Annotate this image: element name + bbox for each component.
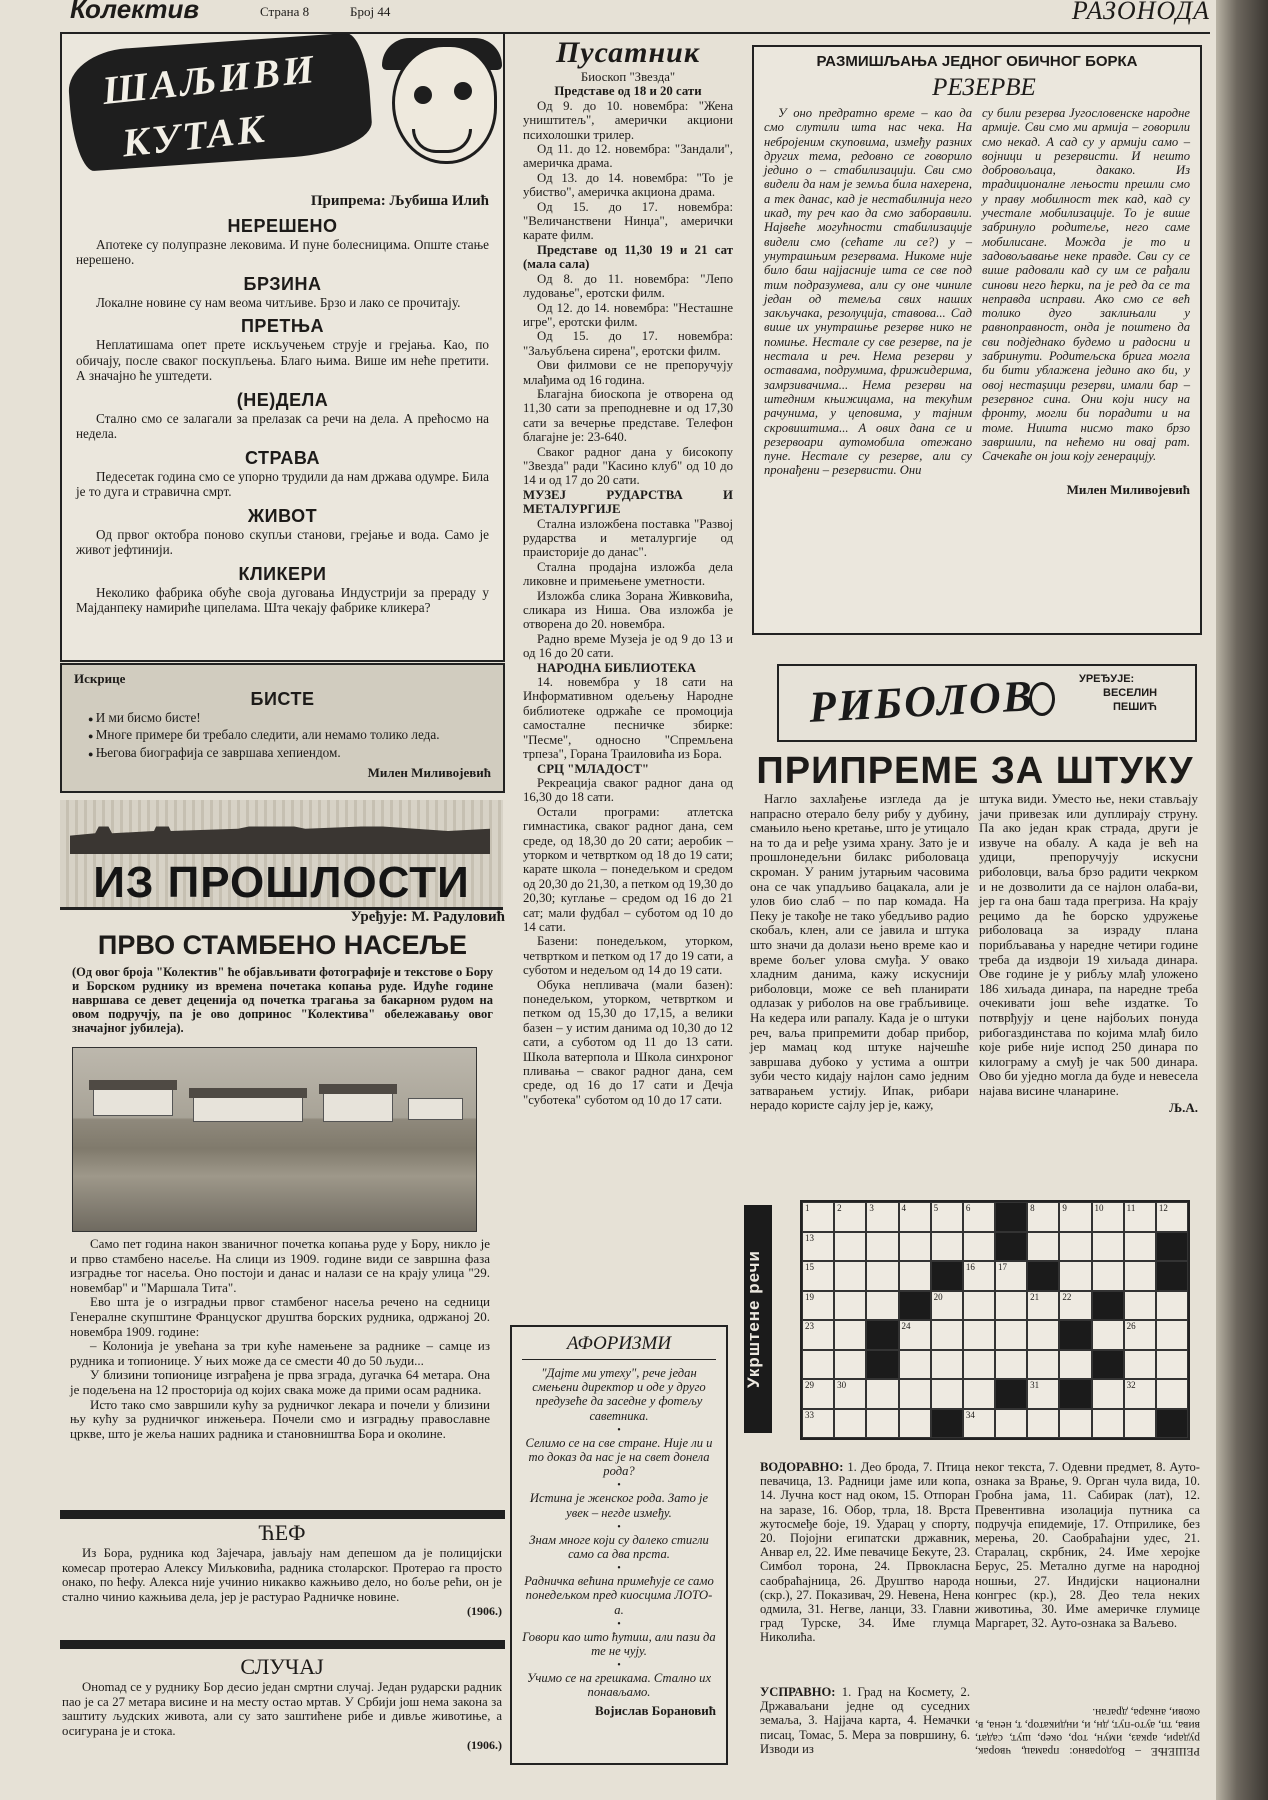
crossword-cell[interactable]	[866, 1232, 898, 1262]
bor-paragraph: – Колонија је увећана за три куће намењене за раднике – самце из рудника и топионице. У њих може да се смести 40 до 50 људи...	[70, 1338, 490, 1368]
film-listing: Од 8. до 11. новембра: "Лепо лудовање", еротски филм.	[523, 271, 733, 301]
crossword-cell[interactable]	[1156, 1291, 1188, 1321]
films-note: Благајна биоскопа је отворена од 11,30 сати за преподневне и од 17,30 сати за вечерње представе. Телефон благајне је: 23-640.	[523, 386, 733, 445]
crossword-cell[interactable]	[802, 1232, 834, 1262]
crossword-cell[interactable]	[1124, 1291, 1156, 1321]
crossword-cell[interactable]	[866, 1409, 898, 1439]
issue-number: Број 44	[350, 4, 391, 19]
photo-building	[408, 1098, 463, 1120]
bor-paragraph: Само пет година након званичног почетка копања руде у Бору, никло је и прво стамбено насеље. На слици из 1909. године види се завршна фаза изградње тог насеља. Оно постоји и данас и налази се на крају улица "29. новембар" и "Маршала Тита".	[70, 1236, 490, 1295]
crossword-solution	[975, 1705, 1200, 1795]
library-text: 14. новембра у 18 сати на Информативном одељењу Народне библиотеке одржаће се промоција самосталне песничке збирке: "Песме", односно "Спремљена трпеза", Горана Траиловића из Бора.	[523, 675, 733, 762]
crossword-cell[interactable]	[899, 1350, 931, 1380]
crossword-cell[interactable]	[1092, 1409, 1124, 1439]
crossword-cell[interactable]	[963, 1202, 995, 1232]
separator-dot-icon: •	[617, 1521, 621, 1533]
crossword-cell[interactable]	[963, 1232, 995, 1262]
crossword-cell[interactable]	[995, 1320, 1027, 1350]
crossword-cell[interactable]	[963, 1350, 995, 1380]
aforizam: Селимо се на све стране. Није ли и то доказ да нас је на свет донела рода?	[525, 1435, 713, 1479]
cef-text: Из Бора, рудника код Зајечара, јављају нам депешом да је полицијски комесар протерао Алексу Миљковића, радника столарског. Протерао га просто онако, по ћефу. Алекса није учинио никакво кажњиво дело, но боље рећи, он је стално чинио кажњива дела, јер је растурао Радничке новине.	[62, 1546, 502, 1604]
aforizmi-author: Војислав Борановић	[594, 1702, 716, 1718]
separator-dot-icon: •	[617, 1618, 621, 1630]
ribolov-headline: ПРИПРЕМЕ ЗА ШТУКУ	[756, 750, 1194, 792]
masthead-logo: Колектив	[70, 0, 200, 24]
crossword-cell-number: 13	[805, 1232, 814, 1243]
aforizmi-list	[522, 1366, 716, 1700]
films-note: Сваког радног дана у бисокопу "Звезда" ради "Касино клуб" од 10 до 14 и од 17 до 20 сати.	[523, 444, 733, 488]
crossword-cell-number: 21	[1030, 1291, 1040, 1302]
page-number: Страна 8	[260, 4, 310, 19]
crossword-cell-number: 19	[805, 1291, 814, 1302]
crossword-cell-number: 24	[901, 1321, 911, 1331]
photo-roof	[89, 1080, 177, 1090]
crossword-cell[interactable]	[995, 1409, 1027, 1439]
iskrice-box	[60, 663, 505, 793]
iskrice-bullet-text: Његова биографија се завршава хепиендом.	[95, 744, 341, 760]
cef-title: ЋЕФ	[258, 1520, 306, 1545]
crossword-cell[interactable]	[1124, 1202, 1156, 1232]
sali-kutak-content	[76, 194, 489, 616]
crossword-cell[interactable]	[802, 1291, 834, 1321]
crossword-down	[760, 1685, 970, 1756]
crossword-cell[interactable]	[834, 1202, 866, 1232]
crossword-cell[interactable]	[995, 1350, 1027, 1380]
sali-item-text: Апотеке су полупразне лековима. И пуне болесницима. Опште стање нерешено.	[76, 236, 489, 267]
show-times: Представе од 18 и 20 сати	[554, 84, 702, 99]
photo-building	[323, 1092, 393, 1122]
museum-item: Радно време Музеја је од 9 до 13 и од 16 до 20 сати.	[523, 631, 733, 661]
bullet-icon: ●	[88, 748, 96, 759]
films-note: Ови филмови се не препоручују млађима од 16 година.	[523, 358, 733, 387]
iskrice-bullet	[88, 727, 491, 745]
separator-dot-icon: •	[617, 1563, 621, 1575]
crossword-cell[interactable]	[834, 1261, 866, 1291]
crossword-cell[interactable]	[1059, 1350, 1091, 1380]
aforizam: Учимо се на грешкама. Стално их понављамо.	[526, 1671, 712, 1700]
crossword-cell-number: 3	[869, 1203, 874, 1213]
ribolov-col2	[979, 792, 1198, 1116]
bor-paragraph: Исто тако смо завршили кућу за рудничког лекара и почели у близини њу кућу за рудничког инжењера. Почели смо и изградњу православне цркве, што је жеља наших радника и становништва Бора и околине.	[70, 1396, 490, 1441]
crossword-side-label: Укрштене речи	[744, 1205, 772, 1433]
crossword-cell-number: 17	[998, 1262, 1007, 1272]
crossword-cell[interactable]	[834, 1232, 866, 1262]
crossword-cell[interactable]	[963, 1261, 995, 1291]
crossword-cell[interactable]	[931, 1379, 963, 1409]
crossword-cell[interactable]	[802, 1350, 834, 1380]
aforizam: Знам многе који су далеко стигли само са два прста.	[529, 1532, 709, 1562]
sali-item-title: НЕРЕШЕНО	[227, 215, 338, 236]
section-divider	[60, 1640, 505, 1649]
sali-kutak-items	[76, 216, 489, 616]
crossword-cell-number: 1	[805, 1203, 810, 1213]
sali-item-text: Педесетак година смо се упорно трудили да нам држава одумре. Била је то дуга и стравична смрт.	[76, 468, 489, 499]
sali-item-title: КЛИКЕРИ	[238, 563, 327, 584]
aforizam: Радничка већина примећује се само понедељком пред киосцима ЛОТО-а.	[524, 1574, 714, 1617]
bor-paragraph: У близини топионице изграђена је прва зграда, дугачка 64 метара. Она је подељена на 12 просторија од којих свака може да прими осам радника.	[70, 1367, 490, 1397]
crossword-cell[interactable]	[931, 1202, 963, 1232]
bor-history-banner	[60, 800, 503, 910]
crossword-cell[interactable]	[866, 1291, 898, 1321]
sali-item-text: Неплатишама опет прете искључењем струје и грејања. Као, по обичају, после сваког поскупљења. Благо њима. Више им неће претити. А значајно ће уштедети.	[76, 337, 489, 383]
cinema-name: Биоскоп "Звезда"	[580, 70, 676, 84]
cartoon-eye-icon	[414, 86, 432, 104]
crossword-cell[interactable]	[1156, 1379, 1188, 1409]
crossword-black-cell	[1027, 1261, 1059, 1291]
src-item: Рекреација сваког радног дана од 16,30 до 18 сати.	[523, 775, 733, 805]
bor-editor: Уређује: М. Радуловић	[350, 909, 505, 925]
ribolov-col1: Нагло захлађење изгледа да је напрасно отерало белу рибу у дубину, смањило њено кретање, што је утицало на то да и ређе узима храну. Зато је и прошлонедељни билакс риболоваца скроман. У раним јутарњим часовима она се чак упадљиво бацакала, али је улов био слаб – по пар комада. На Пеку је такође не тако убедљиво радио скобаљ, клен, али се јавила и штука што значи да долази њено време као и време бољег улова смуђа. У овако хладним данима, кажу искуснији риболовци, може се већ планирати одлазак у риболов на ове грабљивице. На кедера или рапалу. Када је о штуки реч, ваља припремити добар прибор, јер мамац код штуке најчешће завршава дубоко у устима а оштри зуби често кидају најлон само једним затварањем устију. Ипак, рибари нерадо користе сајлу јер је, кажу,	[750, 791, 969, 1113]
crossword-cell[interactable]	[1156, 1320, 1188, 1350]
crossword-cell[interactable]	[1027, 1350, 1059, 1380]
crossword-cell-number: 8	[1030, 1203, 1035, 1213]
crossword-cell[interactable]	[995, 1291, 1027, 1321]
iskrice-bullet	[88, 710, 491, 728]
crossword-cell[interactable]	[1092, 1232, 1124, 1262]
film-listing: Од 15. до 17. новембра: "Величанствени Нинџа", амерички карате филм.	[523, 199, 733, 243]
ribolov-columns	[750, 792, 1198, 1116]
iskrice-label: Искрице	[74, 671, 126, 686]
crossword-cell[interactable]	[802, 1379, 834, 1409]
crossword-continued-clues: неког текста, 7. Одевни предмет, 8. Ауто-ознака за Врање, 9. Орган чула вида, 10. Гробна јама, 11. Сабирак (лат), 12. Превентивна изолација путника са подручја епидемије, 17. Отприлике, без мерења, 20. Саобраћајни удес, 21. Старалац, скрбник, 24. Име херојке Берус, 25. Метално дугме на народној ношњи, 27. Индијски национални конгрес (кр.), 28. Део тела неких животиња, 30. Име америчке глумице Маргарет, 32. Ауто-ознака за Ваљево.	[975, 1460, 1200, 1631]
sali-item-text: Локалне новине су нам веома читљиве. Брзо и лако се прочитају.	[96, 294, 461, 310]
crossword-cell[interactable]	[899, 1202, 931, 1232]
crossword-black-cell	[1092, 1291, 1124, 1321]
crossword-cell[interactable]	[802, 1202, 834, 1232]
crossword-cell[interactable]	[1124, 1350, 1156, 1380]
crossword-cell[interactable]	[1027, 1291, 1059, 1321]
crossword-down-label: УСПРАВНО:	[760, 1685, 836, 1699]
crossword-cell-number: 26	[1126, 1321, 1136, 1331]
mine-silhouette-icon	[70, 808, 490, 854]
crossword-cell[interactable]	[834, 1379, 866, 1409]
crossword-cell-number: 31	[1030, 1380, 1040, 1390]
library-title: НАРОДНА БИБЛИОТЕКА	[537, 660, 697, 675]
fish-icon	[1029, 682, 1055, 716]
crossword-cell-number: 10	[1094, 1203, 1104, 1213]
aforizmi-title: АФОРИЗМИ	[522, 1333, 716, 1360]
crossword-cell[interactable]	[963, 1291, 995, 1321]
museum-item: Стална продајна изложба дела ликовне и примењене уметности.	[523, 559, 733, 589]
bor-history-title: ИЗ ПРОШЛОСТИ	[93, 858, 470, 907]
pusatnik-title: Пусатник	[555, 36, 701, 69]
rezerve-author: Милен Миливојевић	[1066, 481, 1190, 497]
crossword-cell-number: 29	[805, 1380, 814, 1390]
crossword-solution-text: РЕШЕЊЕ – Водоравно: прамац, чворак, рудари, арказ, имун, тор, окер, шут, садат, вива, тп, ауто-пут, дн, и, индикатор, т, нена, в, окови, анкара, драган.	[975, 1706, 1200, 1757]
sali-item-text: Неколико фабрика обуће своја дуговања Индустрији за прераду у Мајданпеку намириће ципелама. Шта чекају фабрике кликера?	[76, 584, 489, 615]
crossword-cell[interactable]	[1059, 1202, 1091, 1232]
crossword-cell-number: 4	[901, 1203, 906, 1213]
crossword-black-cell	[899, 1291, 931, 1321]
crossword-cell[interactable]	[899, 1379, 931, 1409]
crossword-cell-number: 6	[965, 1203, 971, 1213]
crossword-cell[interactable]	[802, 1261, 834, 1291]
crossword-cell[interactable]	[1156, 1202, 1188, 1232]
bullet-icon: ●	[88, 713, 96, 724]
crossword-cell-number: 5	[933, 1203, 939, 1213]
banner-title-line2: КУТАК	[120, 105, 270, 166]
crossword-black-cell	[931, 1261, 963, 1291]
crossword-cell-number: 11	[1126, 1203, 1136, 1213]
src-item: Остали програми: атлетска гимнастика, сваког радног дана, сем среде, од 18,30 до 20 сати; аеробик – уторком и четвртком од 18 до 19 сати; карате школа – понедељком и средом од 20,30 до 21,30, а петком од 19,30 до 20,30; куглање – средом од 16 до 21 сат; мали фудбал – суботом од 10 до 14 сати.	[523, 804, 733, 934]
crossword-cell[interactable]	[866, 1379, 898, 1409]
slucaj-text: Онomaд се у руднику Бор десио један смртни случај. Један рударски радник пао је са 27 метара висине и на месту остао мртав. У Србији још нема закона за заштиту људских живота, али су зато заштићене рибе и дивље животиње, а осигурана је и стока.	[62, 1680, 502, 1738]
crossword-cell[interactable]	[1059, 1261, 1091, 1291]
sali-kutak-byline: Припрема: Љубиша Илић	[310, 193, 489, 209]
photo-roof	[189, 1088, 307, 1098]
photo-building	[93, 1088, 173, 1116]
films-list-1	[523, 99, 733, 243]
crossword-cell[interactable]	[1027, 1232, 1059, 1262]
crossword-down-clues: 1. Град на Космету, 2. Државаљани једне од суседних земаља, 3. Најјача карта, 4. Немачки писац, Томас, 5. Мера за површину, 6. Изводи из	[760, 1685, 970, 1756]
crossword-cell[interactable]	[899, 1232, 931, 1262]
film-listing: Од 9. до 10. новембра: "Жена уништитељ", амерички акциони психолошки трилер.	[523, 98, 733, 142]
crossword-cell[interactable]	[963, 1379, 995, 1409]
crossword-cell[interactable]	[995, 1261, 1027, 1291]
films-list-2	[523, 272, 733, 358]
crossword-cell[interactable]	[1092, 1261, 1124, 1291]
crossword-cell[interactable]	[899, 1409, 931, 1439]
crossword-cell[interactable]	[802, 1320, 834, 1350]
iskrice-author: Милен Миливојевић	[367, 765, 491, 780]
crossword-cell[interactable]	[834, 1291, 866, 1321]
crossword-cell[interactable]	[1059, 1232, 1091, 1262]
src-item: Базени: понедељком, уторком, четвртком и петком од 17 до 19 сати, а суботом и недељом од 14 до 19 сати.	[523, 934, 733, 978]
crossword-cell-number: 34	[965, 1409, 975, 1420]
bor-headline: ПРВО СТАМБЕНО НАСЕЉЕ	[97, 929, 468, 960]
crossword-across-clues: 1. Део брода, 7. Птица певачица, 13. Радници јаме или копа, 14. Лучна кост над оком, 15. Отпоран на заразе, 16. Обор, трла, 18. Врста жутосмеђе боје, 19. Ударац у спорту, 20. Појојни египатски државник, Анвар ел, 22. Име певачице Бекуте, 23. Симбол торона, 24. Првокласна саобраћајница, 26. Друштво народа (скр.), 27. Показивач, 29. Невена, Нена одмила, 31. Негве, ланци, 33. Главни град Турске, 34. Име глумца Николића.	[760, 1460, 970, 1645]
ribolov-editor	[1079, 672, 1157, 714]
section-name: РАЗОНОДА	[1071, 0, 1210, 25]
crossword-cell[interactable]	[963, 1320, 995, 1350]
crossword-cell[interactable]	[802, 1409, 834, 1439]
crossword-cell-number: 2	[837, 1203, 842, 1213]
bullet-icon: ●	[88, 731, 96, 741]
crossword-cell-number: 15	[805, 1262, 814, 1272]
crossword-cell[interactable]	[834, 1350, 866, 1380]
crossword-black-cell	[866, 1350, 898, 1380]
crossword-across	[760, 1460, 970, 1645]
ribolov-editor-name2: ПЕШИЋ	[1113, 701, 1157, 713]
iskrice-title: БИСТЕ	[250, 688, 315, 709]
crossword-cell[interactable]	[866, 1202, 898, 1232]
museum-item: Стална изложбена поставка "Развој рударства и металургије од праисторије до данас".	[523, 516, 733, 560]
iskrice-bullets	[88, 710, 491, 763]
src-title: СРЦ "МЛАДОСТ"	[537, 761, 649, 776]
ribolov-editor-name1: ВЕСЕЛИН	[1103, 687, 1158, 699]
slucaj-title: СЛУЧАЈ	[240, 1654, 324, 1679]
crossword-black-cell	[931, 1409, 963, 1439]
crossword-cell[interactable]	[1124, 1409, 1156, 1439]
crossword-black-cell	[1156, 1261, 1188, 1291]
crossword-cell[interactable]	[1124, 1379, 1156, 1409]
late-show-times: Представе од 11,30 19 и 21 сат (мала сала)	[523, 242, 733, 272]
film-listing: Од 12. до 14. новембра: "Несташне игре", еротски филм.	[523, 300, 733, 329]
cartoon-eye-icon	[454, 82, 472, 100]
ribolov-col2-text: штука види. Уместо ње, неки стављају јачи привезак или дуплирају струну. Па ако један крак страда, други је извуче на обалу. А када је већ на удици, препоручују искусни риболовци, ваља брзо радити чекрком и не дозволити да се најлон олаба-ви, јер га она баш тада прегриза. На крају рецимо да ће борско удружење риболоваца за израду плана порибљавања у наредне четири године треба да издвоји 19 хиљада динара. Ове године је у рибљу млађ уложено 186 хиљада динара, па наредне треба очекивати још веће издатке. То потврђују и цене наjбољих понуда рибогаздинстава по којима млађ било које рибе није испод 250 динара по килограму а смуђ је чак 500 динара. Ово би уједно могла да буде и невесела најава висине чланарине.	[979, 791, 1198, 1098]
sali-item-title: СТРАВА	[244, 447, 321, 468]
crossword-across-label: ВОДОРАВНО:	[760, 1460, 844, 1474]
rezerve-box	[752, 45, 1202, 635]
crossword-cell-number: 16	[965, 1262, 975, 1272]
banner-title-line1: ШАЉИВИ	[100, 45, 319, 114]
pusatnik-column	[523, 36, 733, 1107]
crossword-cell[interactable]	[899, 1320, 931, 1350]
crossword-cell[interactable]	[1124, 1232, 1156, 1262]
sali-item-title: БРЗИНА	[243, 273, 322, 294]
iskrice-bullet-text: Многе примере би требало следити, али немамо толико леда.	[95, 727, 440, 742]
crossword-cell[interactable]	[931, 1320, 963, 1350]
crossword-cell[interactable]	[1027, 1379, 1059, 1409]
film-listing: Од 13. до 14. новембра: "То је убиство", америчка акциона драма.	[523, 170, 733, 200]
sali-kutak-banner	[62, 34, 507, 174]
crossword-cell[interactable]	[1092, 1320, 1124, 1350]
crossword-cell-number: 9	[1062, 1203, 1067, 1213]
rezerve-col1: У оно предратно време – као да смо слутили шта нас чека. На небројеним скуповима, између разних других тема, редовно се говорило једино о – стабилизацији. Сви смо видели да нам је земља била нахерена, а тек данас, кад је нестабилнија него икад, ту реч као да смо заборавили. Највеће могућности стабилизације видели смо (сећате ли се?) у – унутрашњим резервама. Никоме није било баш најјасније шта се све под тим подразумева, али су оне чиниле један од темеља свих наших закључака, резолуција, ставова... Сад више их унутрашње резерве нико не помиње. Нестале су све резерве, па је нестала и реч. Нема резерви у оставама, подрумима, фрижидерима, замрзивачима... Нема резерви на штедним књижицама, на текућим рачунима, у цеповима, у тајним скровиштима... А ових дана се и резервоари аутомобила отежано пуне. Нестале су резерве, али су пронађени – резервисти. Они	[764, 106, 972, 478]
crossword-cell-number: 33	[805, 1409, 814, 1420]
crossword-black-cell	[1156, 1232, 1188, 1262]
film-listing: Од 11. до 12. новембра: "Зандали", америчка драма.	[523, 142, 733, 171]
film-listing: Од 15. до 17. новембра: "Заљубљена сирена", еротски филм.	[523, 329, 733, 358]
crossword-cell[interactable]	[866, 1261, 898, 1291]
rezerve-col2: су били резерва Југословенске народне армије. Сви смо ми армија – говорили смо некад. А сад су у армији само – војници и резервисти. И нешто добровољаца, дакако. Из традиционалне лењости прешли смо у праву мобилност тек кад, кад су учестале мобилизације. То је више забринуло родитеље, него саме мобилисане. Можда је то и задовољавање неке правде. Сви су се више радовали кад су им се рађали синови него ћерки, па је ред да се та неправда исправи. Ако смо се већ толико дуго заклињали у равноправност, онда је поштено да сви подједнако будемо и радосни и забринути. Родитељска брига могла би бити ублажена једино ако би, у овој нестașици резерви, имали бар – резервног сина. Они који нису на фронту, могли би порадити и на томе. Ништа нисмо тако брзо завршили, па нећемо ни овај рат. Сачекаће он још коју генерацију.	[982, 106, 1190, 464]
photo-roof	[319, 1084, 397, 1094]
pusatnik-body	[523, 70, 733, 1107]
page-header	[60, 0, 1210, 34]
cef-year: (1906.)	[467, 1604, 502, 1618]
crossword-cell[interactable]	[899, 1261, 931, 1291]
crossword-cell[interactable]	[1124, 1261, 1156, 1291]
aforizam: Истина је женског рода. Зато је увек – негде између.	[529, 1491, 709, 1520]
crossword-cell[interactable]	[931, 1232, 963, 1262]
crossword-black-cell	[1059, 1320, 1091, 1350]
crossword-grid[interactable]	[800, 1200, 1190, 1440]
rezerve-title: РЕЗЕРВЕ	[932, 74, 1036, 101]
bor-paragraph: Ево шта је о изградњи првог стамбеног насеља речено на седници Генералне скупштине Француског друштва борских рудника, одржаној 20. новембра 1909. године:	[70, 1294, 490, 1339]
museum-item: Изложба слика Зорана Живковића, сликара из Ниша. Ова изложба је отворена до 20. новембра.	[523, 588, 733, 632]
museum-title: МУЗЕЈ РУДАРСТВА И МЕТАЛУРГИЈЕ	[523, 487, 733, 517]
first-settlement-photo	[72, 1047, 477, 1232]
cef-article	[62, 1520, 502, 1620]
crossword-cell[interactable]	[1027, 1409, 1059, 1439]
crossword-cell[interactable]	[834, 1320, 866, 1350]
crossword-black-cell	[995, 1379, 1027, 1409]
crossword-black-cell	[995, 1202, 1027, 1232]
ribolov-title: РИБОЛОВ	[807, 671, 1036, 732]
crossword-black-cell	[1059, 1379, 1091, 1409]
crossword-cell[interactable]	[931, 1291, 963, 1321]
crossword-cell-number: 32	[1126, 1380, 1136, 1390]
crossword-cell[interactable]	[1059, 1291, 1091, 1321]
crossword-cell[interactable]	[1059, 1409, 1091, 1439]
bor-article-body	[70, 1237, 490, 1441]
aforizam: "Дајте ми утеху", рече један смењени директор и оде у друго предузеће да заседне у фотељу саветника.	[532, 1366, 706, 1423]
rezerve-kicker: РАЗМИШЉАЊА ЈЕДНОГ ОБИЧНОГ БОРКА	[816, 53, 1138, 70]
separator-dot-icon: •	[617, 1660, 621, 1672]
crossword-cell[interactable]	[834, 1409, 866, 1439]
aforizmi-box	[510, 1325, 728, 1765]
crossword-cell[interactable]	[1124, 1320, 1156, 1350]
slucaj-year: (1906.)	[467, 1738, 502, 1752]
crossword-cell-number: 22	[1062, 1291, 1072, 1302]
crossword-cell[interactable]	[1027, 1320, 1059, 1350]
crossword-cell[interactable]	[963, 1409, 995, 1439]
ribolov-editor-label: УРЕЂУЈЕ:	[1079, 673, 1135, 685]
photo-building	[193, 1096, 303, 1122]
crossword-cell[interactable]	[931, 1350, 963, 1380]
iskrice-bullet	[88, 745, 491, 763]
crossword-cell-number: 20	[933, 1291, 943, 1302]
sali-kutak-box	[60, 32, 505, 662]
crossword-cell[interactable]	[1092, 1379, 1124, 1409]
sali-item-text: Од првог октобра поново скупљи станови, грејање и вода. Само је живот јефтинији.	[76, 526, 489, 557]
sali-item-title: ЖИВОТ	[247, 505, 318, 526]
rezerve-columns	[764, 106, 1190, 478]
crossword-black-cell	[866, 1320, 898, 1350]
sali-item-text: Стално смо се залагали за прелазак са речи на дела. А прећосмо на недела.	[76, 410, 489, 441]
crossword-cell[interactable]	[1027, 1202, 1059, 1232]
sali-item-title: ПРЕТЊА	[240, 316, 325, 336]
ribolov-banner	[777, 664, 1197, 742]
crossword-cell-number: 30	[837, 1380, 847, 1390]
sali-item-title: (НЕ)ДЕЛА	[236, 389, 329, 410]
crossword-black-cell	[1092, 1350, 1124, 1380]
separator-dot-icon: •	[617, 1480, 621, 1492]
crossword-cell[interactable]	[1092, 1202, 1124, 1232]
crossword-cell-number: 12	[1158, 1203, 1168, 1213]
iskrice-bullet-text: И ми бисмо бисте!	[95, 709, 201, 725]
ribolov-author: Љ.А.	[1169, 1100, 1198, 1116]
aforizam: Говори као што ћутиш, али пази да те не чују.	[522, 1629, 716, 1659]
src-item: Обука непливача (мали базен): понедељком, уторком, четвртком и петком од 15,30 до 17,15, а велики базен – у истим данима од 10,30 до 12 сати, а суботом од 11 до 13 сати. Школа ватерпола и Школа синхроног пливања – сваког радног дана, сем среде, од 16 до 17 сати и Дечја "суботека" суботом од 10 до 17 сати.	[523, 977, 733, 1107]
crossword-continued	[975, 1460, 1200, 1630]
bor-history-article	[60, 910, 505, 1035]
crossword-cell[interactable]	[1156, 1350, 1188, 1380]
bor-intro: (Од овог броја "Колектив" ће објављивати фотографије и текстове о Бору и Борском руднику из времена почетака копања руде. Идуће године навршава се девет деценија од почетка трагања за бакарном рудом на овом подручју, па је ово допринос "Колектива" обележавању овог значајног јубилеја).	[72, 964, 493, 1035]
crossword-black-cell	[995, 1232, 1027, 1262]
crossword-cell-number: 23	[805, 1321, 814, 1331]
page-edge-shadow	[1216, 0, 1268, 1800]
slucaj-article	[62, 1654, 502, 1754]
section-divider	[60, 1510, 505, 1519]
separator-dot-icon: •	[617, 1424, 621, 1436]
crossword-black-cell	[1156, 1409, 1188, 1439]
